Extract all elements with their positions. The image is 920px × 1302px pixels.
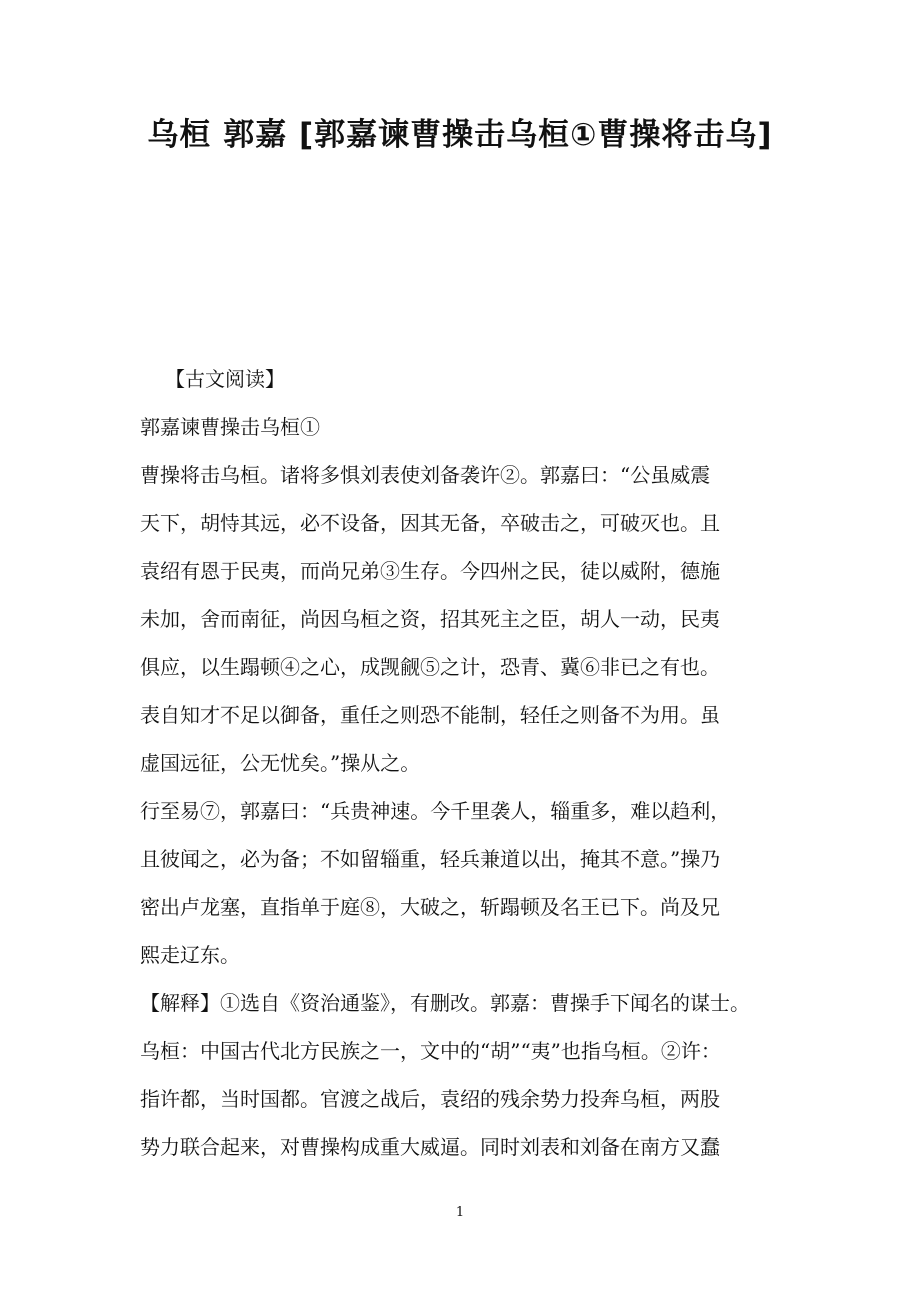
notes-line: 指许都，当时国都。官渡之战后，袁绍的残余势力投奔乌桓，两股	[140, 1087, 720, 1111]
article-subtitle: 郭嘉谏曹操击乌桓①	[140, 415, 320, 439]
section-heading: 【古文阅读】	[165, 367, 285, 391]
body-line: 袁绍有恩于民夷，而尚兄弟③生存。今四州之民，徒以威附，德施	[140, 559, 720, 583]
body-line: 俱应，以生蹋顿④之心，成觊觎⑤之计，恐青、冀⑥非已之有也。	[140, 655, 720, 679]
body-line: 曹操将击乌桓。诸将多惧刘表使刘备袭许②。郭嘉曰：“公虽威震	[140, 463, 711, 487]
body-line: 未加，舍而南征，尚因乌桓之资，招其死主之臣，胡人一动，民夷	[140, 607, 720, 631]
page-number: 1	[455, 1205, 465, 1220]
body-line: 且彼闻之，必为备；不如留辎重，轻兵兼道以出，掩其不意。”操乃	[140, 847, 721, 871]
notes-line: 乌桓：中国古代北方民族之一，文中的“胡”“夷”也指乌桓。②许：	[140, 1039, 721, 1063]
body-line: 表自知才不足以御备，重任之则恐不能制，轻任之则备不为用。虽	[140, 703, 720, 727]
body-line: 熙走辽东。	[140, 943, 240, 967]
document-title: 乌桓 郭嘉 [郭嘉谏曹操击乌桓①曹操将击乌]	[147, 117, 773, 153]
body-line: 行至易⑦，郭嘉曰：“兵贵神速。今千里袭人，辎重多，难以趋利，	[140, 799, 731, 823]
notes-line: 势力联合起来，对曹操构成重大威逼。同时刘表和刘备在南方又蠢	[140, 1135, 720, 1159]
body-line: 密出卢龙塞，直指单于庭⑧，大破之，斩蹋顿及名王已下。尚及兄	[140, 895, 720, 919]
notes-line: 【解释】①选自《资治通鉴》，有删改。郭嘉：曹操手下闻名的谋士。	[140, 991, 750, 1015]
body-line: 虚国远征，公无忧矣。”操从之。	[140, 751, 421, 775]
body-line: 天下，胡恃其远，必不设备，因其无备，卒破击之，可破灭也。且	[140, 511, 720, 535]
